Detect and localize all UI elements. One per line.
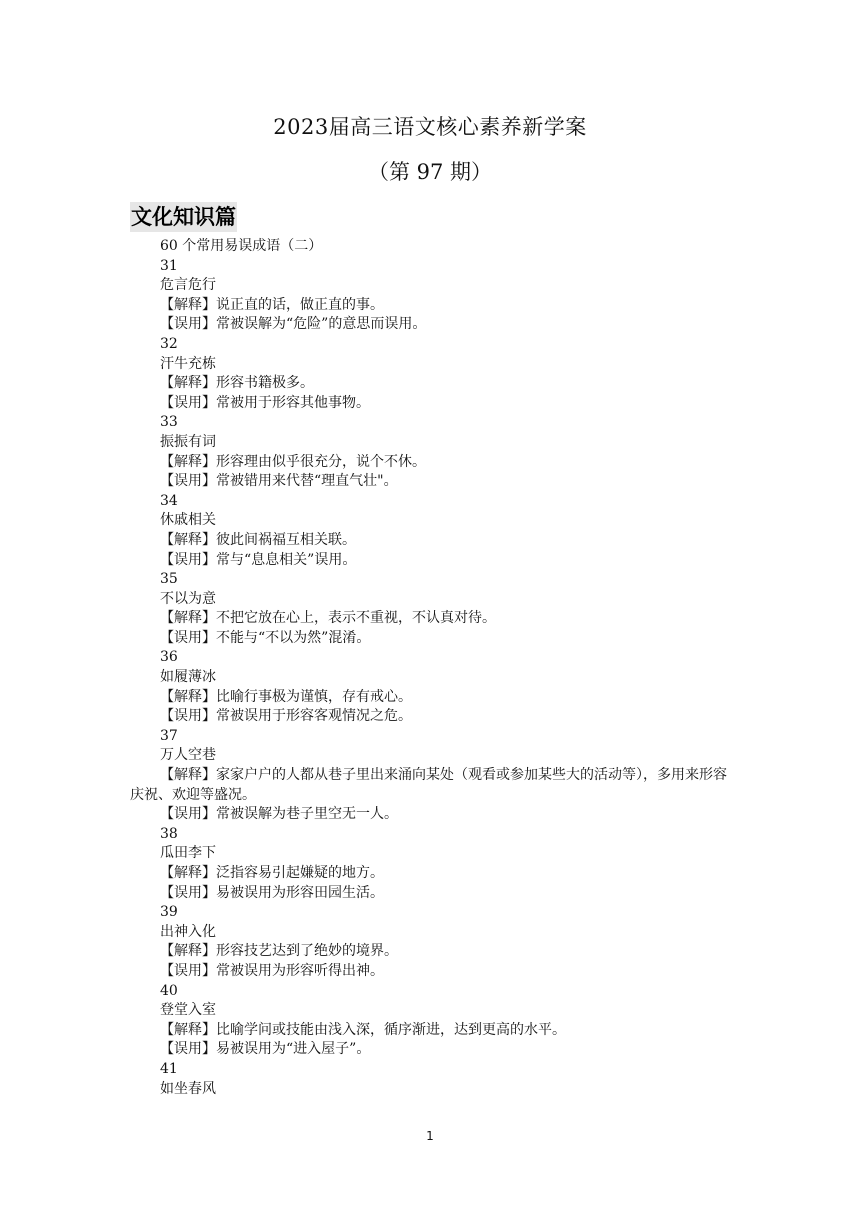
- idiom-entry: [130, 413, 730, 491]
- entry-explanation: 【解释】说正直的话，做正直的事。: [160, 296, 384, 313]
- entry-explanation: 【解释】彼此间祸福互相关联。: [160, 531, 356, 548]
- entry-misuse: 【误用】易被误用为形容田园生活。: [160, 884, 384, 901]
- entry-idiom: 危言危行: [160, 277, 216, 294]
- entry-idiom: 休戚相关: [160, 512, 216, 529]
- section-heading: 文化知识篇: [130, 202, 237, 232]
- entry-number: 34: [160, 492, 178, 509]
- entry-idiom: 瓜田李下: [160, 845, 216, 862]
- idiom-entry: [130, 257, 730, 335]
- entry-misuse: 【误用】不能与“不以为然”混淆。: [160, 629, 371, 646]
- entry-explanation: 【解释】形容书籍极多。: [160, 375, 314, 392]
- entry-idiom: 如坐春风: [160, 1080, 216, 1097]
- idiom-entry: [130, 982, 730, 1060]
- idiom-entry: [130, 727, 730, 825]
- entry-explanation: 【解释】比喻行事极为谨慎，存有戒心。: [160, 688, 412, 705]
- entry-number: 35: [160, 571, 178, 588]
- entry-idiom: 如履薄冰: [160, 669, 216, 686]
- entry-explanation: 【解释】比喻学问或技能由浅入深，循序渐进，达到更高的水平。: [160, 1021, 566, 1038]
- entry-idiom: 万人空巷: [160, 747, 216, 764]
- idiom-entry: [130, 570, 730, 648]
- entry-misuse: 【误用】常被用于形容其他事物。: [160, 394, 370, 411]
- entry-idiom: 振振有词: [160, 433, 216, 450]
- entry-explanation: 【解释】形容技艺达到了绝妙的境界。: [160, 943, 398, 960]
- idiom-entry: [130, 903, 730, 981]
- entry-misuse: 【误用】常被错用来代替“理直气壮"。: [160, 473, 398, 490]
- entry-number: 31: [160, 257, 178, 274]
- idiom-entry: [130, 1060, 730, 1099]
- document-title: 2023届高三语文核心素养新学案: [273, 115, 587, 139]
- entry-number: 37: [160, 727, 178, 744]
- entry-number: 39: [160, 904, 178, 921]
- list-intro: 60 个常用易误成语（二）: [160, 238, 323, 254]
- entry-misuse: 【误用】常被误用于形容客观情况之危。: [160, 708, 412, 725]
- idiom-entry: [130, 648, 730, 726]
- entry-misuse: 【误用】常被误解为“危险”的意思而误用。: [160, 316, 427, 333]
- entry-number: 38: [160, 825, 178, 842]
- entry-number: 32: [160, 335, 178, 352]
- entry-idiom: 汗牛充栋: [160, 355, 216, 372]
- entry-number: 33: [160, 414, 178, 431]
- entry-misuse: 【误用】常与“息息相关”误用。: [160, 551, 357, 568]
- entry-number: 40: [160, 982, 178, 999]
- entry-number: 36: [160, 649, 178, 666]
- entry-number: 41: [160, 1060, 178, 1077]
- idiom-entry: [130, 335, 730, 413]
- idiom-list: [130, 237, 730, 1099]
- entry-misuse: 【误用】易被误用为“进入屋子”。: [160, 1041, 371, 1058]
- entry-explanation: 【解释】泛指容易引起嫌疑的地方。: [160, 865, 384, 881]
- entry-idiom: 登堂入室: [160, 1002, 216, 1019]
- issue-number: （第 97 期）: [367, 160, 493, 184]
- idiom-entry: [130, 825, 730, 903]
- entry-misuse: 【误用】常被误用为形容听得出神。: [160, 962, 384, 979]
- entry-explanation: 【解释】家家户户的人都从巷子里出来涌向某处（观看或参加某些大的活动等），多用来形容庆祝、欢迎等盛况。: [130, 767, 727, 803]
- entry-idiom: 不以为意: [160, 590, 216, 607]
- idiom-entry: [130, 492, 730, 570]
- entry-explanation: 【解释】不把它放在心上，表示不重视，不认真对待。: [160, 610, 496, 627]
- entry-idiom: 出神入化: [160, 923, 216, 940]
- entry-misuse: 【误用】常被误解为巷子里空无一人。: [160, 806, 398, 823]
- page-number: 1: [426, 1129, 434, 1143]
- entry-explanation: 【解释】形容理由似乎很充分，说个不休。: [160, 453, 426, 470]
